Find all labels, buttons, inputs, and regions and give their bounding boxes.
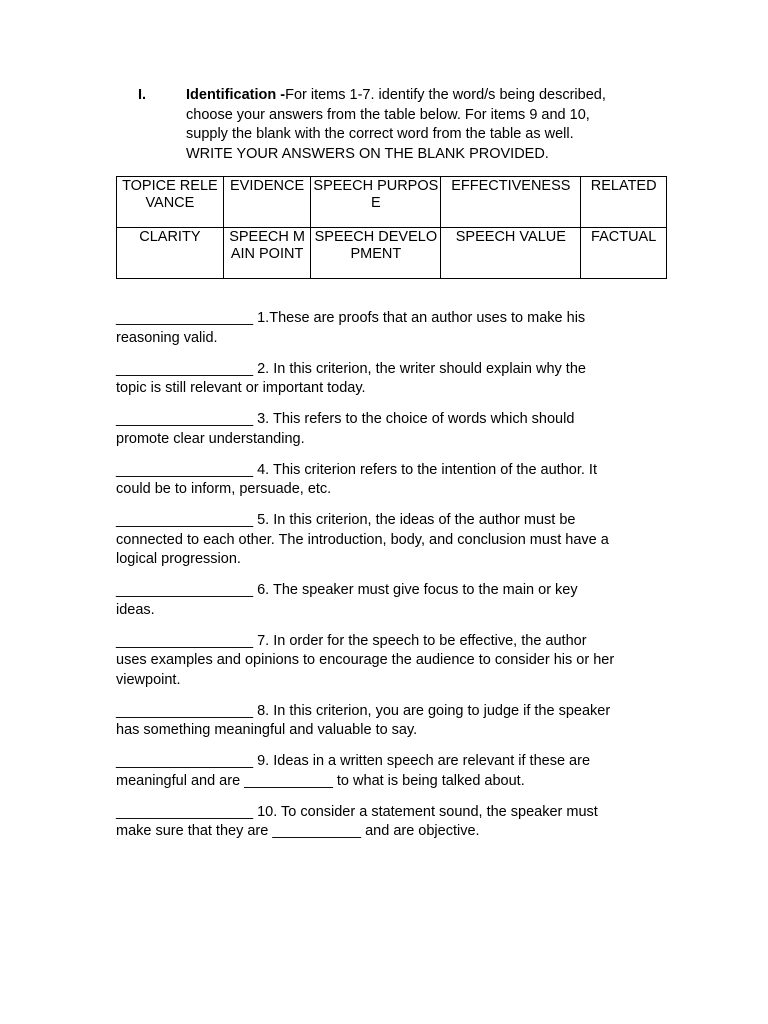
question-item-8 [116, 702, 656, 741]
table-cell: SPEECH VALUE [441, 228, 581, 279]
table-cell: SPEECH PURPOSE [311, 177, 441, 228]
question-line: meaningful and are ___________ to what is being talked about. [116, 772, 525, 789]
question-item-6 [116, 581, 656, 620]
table-cell: SPEECH DEVELOPMENT [311, 228, 441, 279]
question-line: could be to inform, persuade, etc. [116, 481, 332, 497]
table-cell: SPEECH MAIN POINT [223, 228, 311, 279]
table-cell: RELATED [581, 177, 667, 228]
instructions-line-3: supply the blank with the correct word from the table as well. [186, 126, 574, 142]
table-cell: EVIDENCE [223, 177, 311, 228]
question-item-4 [116, 461, 656, 500]
question-line: _________________ 9. Ideas in a written speech are relevant if these are [116, 753, 591, 769]
section-instructions [186, 86, 666, 164]
identification-items [116, 309, 656, 853]
question-item-5 [116, 511, 656, 570]
table-cell: EFFECTIVENESS [441, 177, 581, 228]
question-line: uses examples and opinions to encourage the audience to consider his or her [116, 652, 615, 668]
question-item-7 [116, 632, 656, 691]
section-numeral: I. [138, 87, 147, 103]
table-row [117, 177, 667, 228]
question-line: _________________ 7. In order for the speech to be effective, the author [116, 632, 587, 649]
question-line: topic is still relevant or important today. [116, 380, 366, 396]
question-line: viewpoint. [116, 671, 181, 688]
question-line: promote clear understanding. [116, 430, 305, 447]
table-cell: TOPICE RELEVANCE [117, 177, 224, 228]
table-cell: FACTUAL [581, 228, 667, 279]
instructions-line-1 [186, 86, 666, 106]
question-line: logical progression. [116, 551, 241, 567]
question-line: _________________ 6. The speaker must give focus to the main or key [116, 582, 578, 598]
question-line: _________________ 4. This criterion refers to the intention of the author. It [116, 461, 597, 478]
question-item-9 [116, 752, 656, 791]
question-item-2 [116, 360, 656, 399]
question-line: make sure that they are ___________ and are objective. [116, 823, 480, 839]
question-line: ideas. [116, 601, 155, 618]
question-line: _________________ 5. In this criterion, the ideas of the author must be [116, 512, 576, 528]
question-line: _________________ 10. To consider a statement sound, the speaker must [116, 803, 598, 820]
question-line: reasoning valid. [116, 329, 218, 346]
question-line: _________________ 2. In this criterion, the writer should explain why the [116, 360, 586, 377]
question-item-1 [116, 309, 656, 348]
answer-choices-table [116, 176, 667, 279]
section-label: Identification - [186, 87, 286, 103]
table-row [117, 228, 667, 279]
question-item-10 [116, 803, 656, 842]
question-line: _________________ 8. In this criterion, you are going to judge if the speaker [116, 702, 611, 719]
question-item-3 [116, 410, 656, 449]
table-cell: CLARITY [117, 228, 224, 279]
instructions-text-1: For items 1-7. identify the word/s being described, [285, 87, 606, 103]
question-line: _________________ 1.These are proofs that an author uses to make his [116, 310, 586, 326]
instructions-line-2: choose your answers from the table below. For items 9 and 10, [186, 106, 590, 123]
question-line: _________________ 3. This refers to the choice of words which should [116, 411, 575, 427]
question-line: has something meaningful and valuable to say. [116, 722, 418, 738]
instructions-line-4: WRITE YOUR ANSWERS ON THE BLANK PROVIDED. [186, 145, 549, 162]
question-line: connected to each other. The introduction, body, and conclusion must have a [116, 531, 609, 548]
